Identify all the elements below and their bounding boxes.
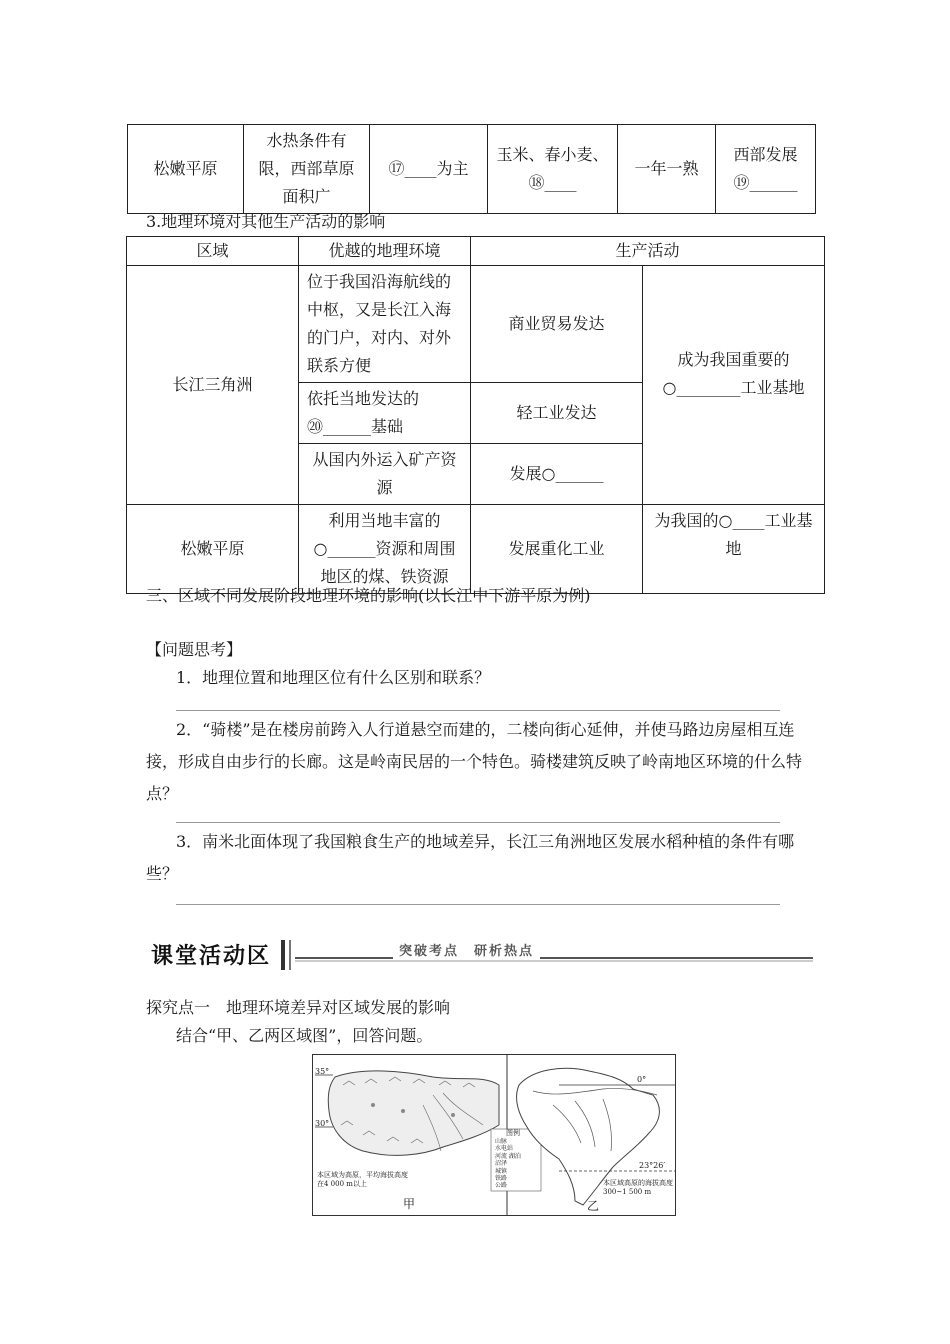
figure-label: 甲 (403, 1197, 416, 1211)
activity-cell: 发展重化工业 (471, 505, 643, 594)
legend-item: 河流 湖泊 (495, 1152, 521, 1160)
table-cell: ⑰____为主 (370, 125, 488, 214)
legend-item: 公路 (495, 1182, 508, 1190)
legend-item: 铁路 (495, 1175, 508, 1183)
lat-label: 35° (315, 1067, 330, 1076)
lat-label: 30° (315, 1119, 330, 1128)
questions-header: 【问题思考】 (146, 640, 243, 659)
map-note: 本区域为高原，平均海拔高度在4 000 m以上 (317, 1171, 408, 1188)
table-row (128, 125, 816, 214)
answer-line (176, 822, 780, 823)
explore-title: 探究点一 地理环境差异对区域发展的影响 (146, 998, 451, 1017)
env-cell: 从国内外运入矿产资源 (299, 444, 471, 505)
legend-item: 城镇 (495, 1167, 508, 1175)
result-cell: 成为我国重要的○________工业基地 (643, 266, 825, 505)
activity-cell: 轻工业发达 (471, 383, 643, 444)
table-cell: 西部发展⑲______ (716, 125, 816, 214)
map-note: 本区域高原的海拔高度300~1 500 m (603, 1179, 673, 1196)
banner-title: 课堂活动区 (151, 944, 272, 969)
production-table (126, 236, 825, 594)
question-3: 3．南米北面体现了我国粮食生产的地域差异，长江三角洲地区发展水稻种植的条件有哪些？ (146, 832, 795, 883)
table-cell: 玉米、春小麦、⑱____ (488, 125, 618, 214)
table-cell: 一年一熟 (618, 125, 716, 214)
section-heading: 3.地理环境对其他生产活动的影响 (146, 212, 386, 231)
legend (495, 1138, 539, 1190)
env-cell: 利用当地丰富的○______资源和周围地区的煤、铁资源 (299, 505, 471, 594)
region-cell: 松嫩平原 (127, 505, 299, 594)
table-cell: 水热条件有限，西部草原面积广 (244, 125, 370, 214)
legend-item: 沼泽 (495, 1160, 508, 1168)
question-1: 1．地理位置和地理区位有什么区别和联系？ (176, 668, 491, 687)
region-cell: 长江三角洲 (127, 266, 299, 505)
legend-item: 山脉 (495, 1138, 508, 1145)
answer-line (176, 904, 780, 905)
activity-cell: 商业贸易发达 (471, 266, 643, 383)
legend-item: 水电站 (495, 1145, 514, 1153)
table-row (127, 266, 825, 383)
table-row (127, 505, 825, 594)
explore-instruction: 结合“甲、乙两区域图”，回答问题。 (176, 1026, 433, 1045)
env-cell: 位于我国沿海航线的中枢，又是长江入海的门户，对内、对外联系方便 (299, 266, 471, 383)
column-header: 优越的地理环境 (299, 237, 471, 266)
answer-line (176, 710, 780, 711)
column-header: 区域 (127, 237, 299, 266)
legend-title: 图例 (506, 1129, 520, 1137)
banner-subtitle: 突破考点 研析热点 (393, 940, 540, 959)
figure-label: 乙 (587, 1199, 600, 1213)
table-cell: 松嫩平原 (128, 125, 244, 214)
region-maps-figure (312, 1054, 676, 1216)
section-heading: 三、区域不同发展阶段地理环境的影响(以长江中下游平原为例) (146, 586, 591, 605)
crop-table (127, 124, 816, 214)
column-header: 生产活动 (471, 237, 825, 266)
lat-label: 23°26′ (639, 1161, 666, 1170)
activity-cell: 发展○______ (471, 444, 643, 505)
question-2: 2．“骑楼”是在楼房前跨入人行道悬空而建的，二楼向街心延伸，并使马路边房屋相互连接，形成自由步行的长廊。这是岭南民居的一个特色。骑楼建筑反映了岭南地区环境的什么特点？ (146, 720, 803, 803)
table-header-row (127, 237, 825, 266)
result-cell: 为我国的○____工业基地 (643, 505, 825, 594)
lat-label: 0° (637, 1075, 647, 1084)
env-cell: 依托当地发达的⑳______基础 (299, 383, 471, 444)
section-banner (145, 938, 815, 972)
